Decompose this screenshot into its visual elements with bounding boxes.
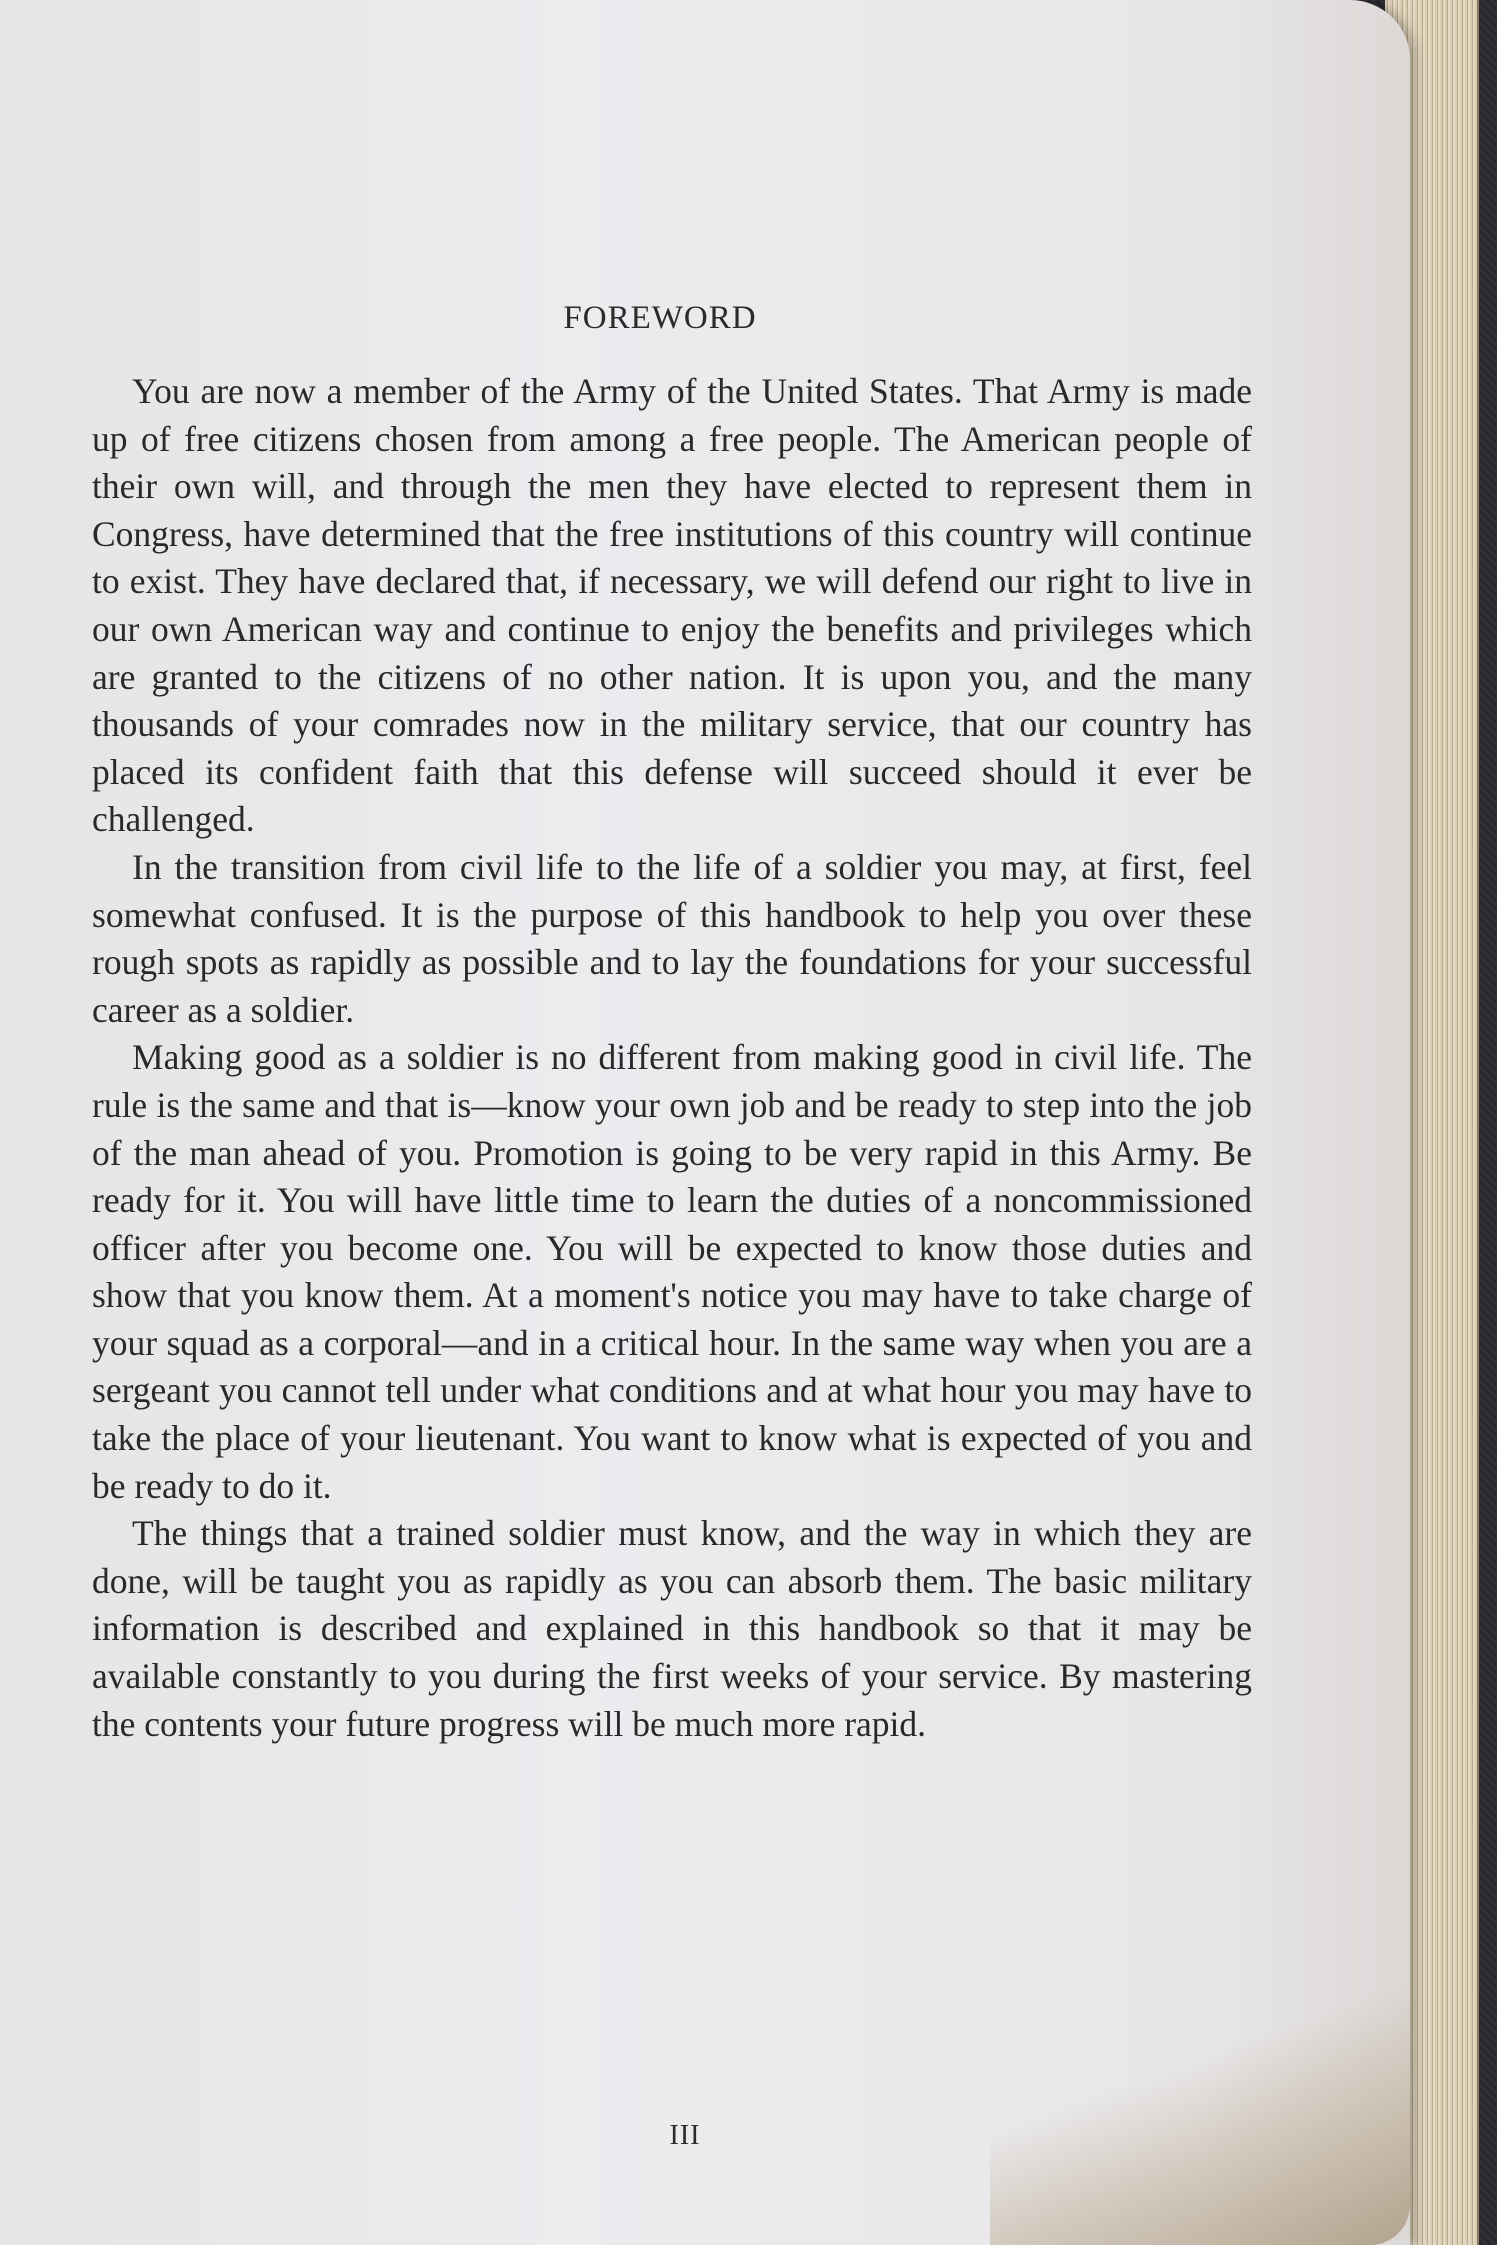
paragraph-3: Making good as a soldier is no different from making good in civil life. The rule is the same and that is—know your own job and be ready to step into the job of the man ahead of you. Promotion is going to be very rapid in this Army. Be ready for it. You will have little time to learn the duties of a noncommissioned officer after you become one. You will be expected to know those duties and show that you know them. At a moment's notice you may have to take charge of your squad as a corporal—and in a critical hour. In the same way when you are a sergeant you cannot tell under what conditions and at what hour you may have to take the place of your lieutenant. You want to know what is expected of you and be ready to do it. [92, 1037, 1252, 1506]
paragraph-4: The things that a trained soldier must know, and the way in which they are done, will be taught you as rapidly as you can absorb them. The basic military information is described and explained in this handbook so that it may be available constantly to you during the first weeks of your service. By mastering the contents your future progress will be much more rapid. [92, 1513, 1252, 1744]
body-text [92, 368, 1252, 1748]
paragraph-2: In the transition from civil life to the life of a soldier you may, at first, feel somewhat confused. It is the purpose of this handbook to help you over these rough spots as rapidly as possible and to lay the foundations for your successful career as a soldier. [92, 846, 1252, 1030]
page-heading: FOREWORD [563, 300, 757, 336]
page-number: III [669, 2120, 701, 2151]
paragraph-1: You are now a member of the Army of the United States. That Army is made up of free citizens chosen from among a free people. The American people of their own will, and through the men they have elected to represent them in Congress, have determined that the free institutions of this country will continue to exist. They have declared that, if necessary, we will defend our right to live in our own American way and continue to enjoy the benefits and privileges which are granted to the citizens of no other nation. It is upon you, and the many thousands of your comrades now in the military service, that our country has placed its confident faith that this defense will succeed should it ever be challenged. [92, 371, 1252, 840]
